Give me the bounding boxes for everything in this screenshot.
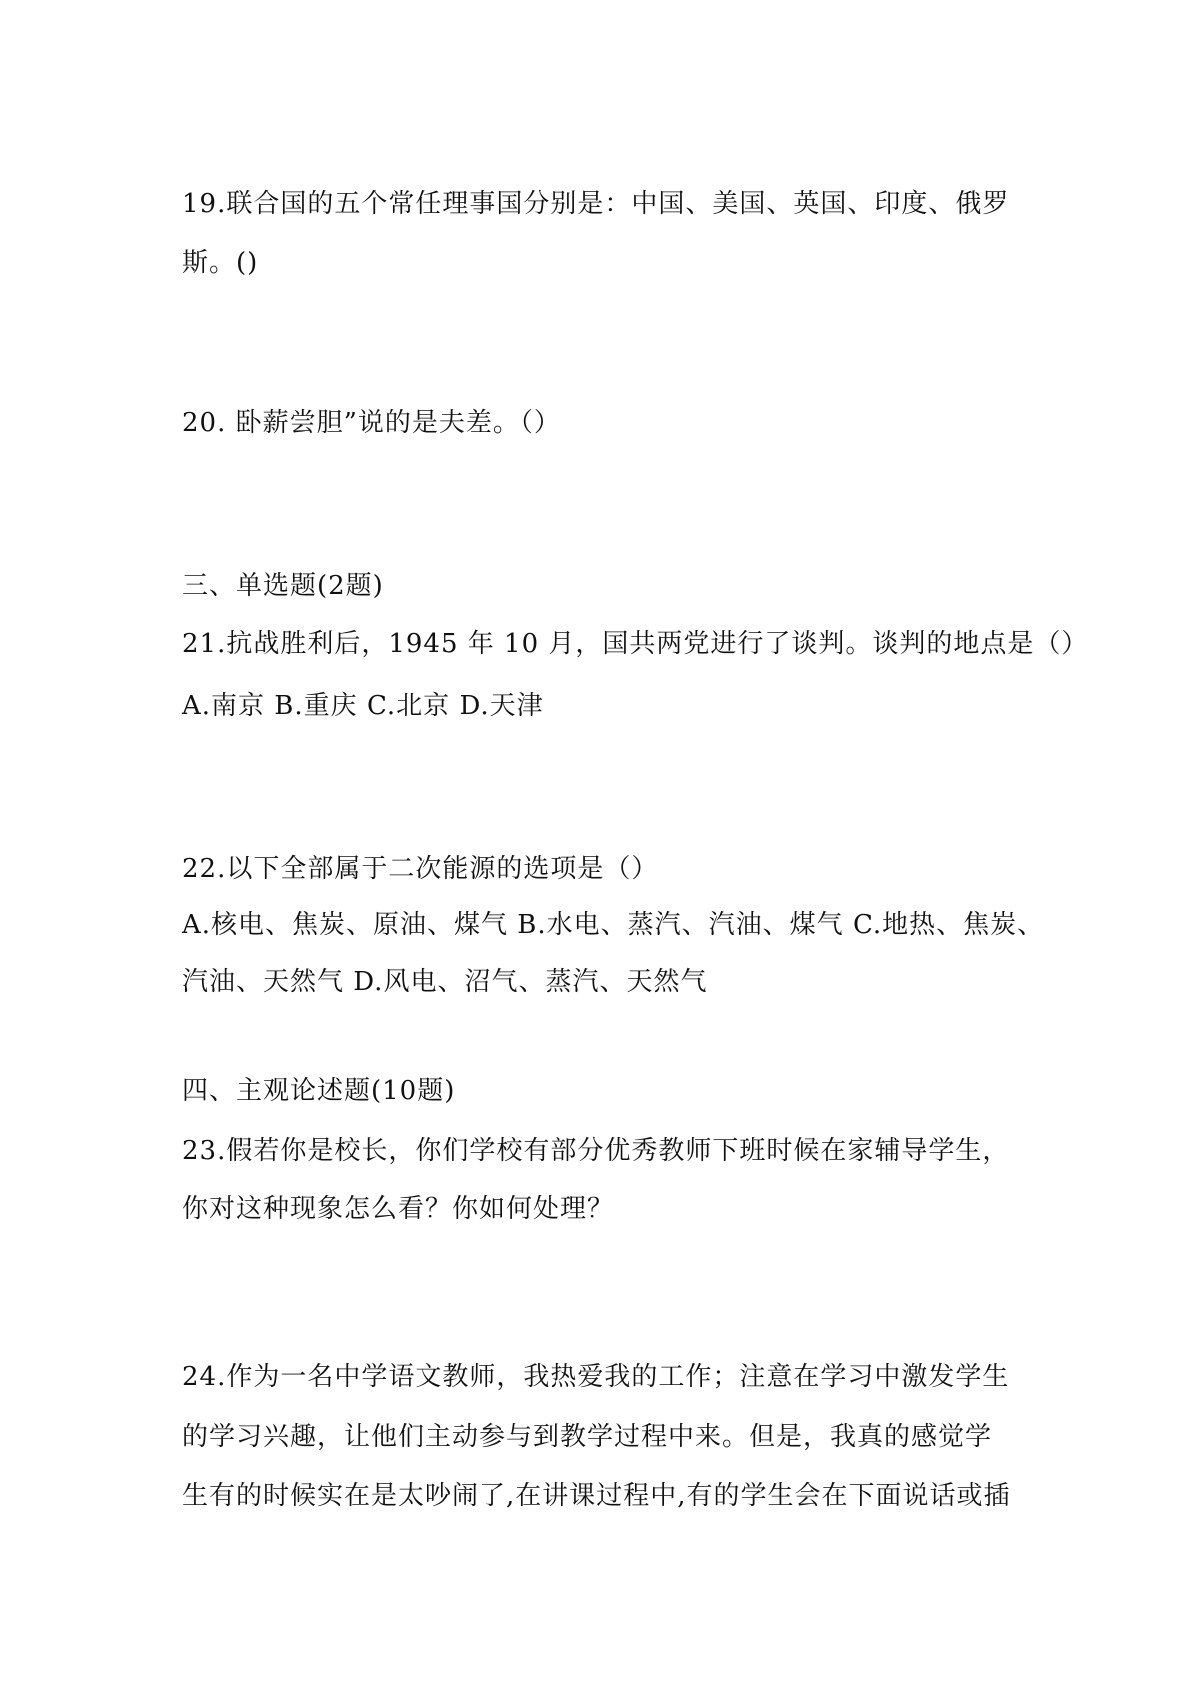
question-22-options-line-1: A.核电、焦炭、原油、煤气 B.水电、蒸汽、汽油、煤气 C.地热、焦炭、 [182, 910, 1045, 940]
section-heading-single-choice: 三、单选题(2题) [182, 571, 384, 601]
question-24-line-2: 的学习兴趣，让他们主动参与到教学过程中来。但是，我真的感觉学 [182, 1422, 993, 1452]
question-21-line-1: 21.抗战胜利后，1945 年 10 月，国共两党进行了谈判。谈判的地点是（） [182, 629, 1089, 659]
question-24-line-3: 生有的时候实在是太吵闹了,在讲课过程中,有的学生会在下面说话或插 [182, 1481, 1011, 1511]
question-22-line-1: 22.以下全部属于二次能源的选项是（） [182, 854, 659, 884]
question-19-line-1: 19.联合国的五个常任理事国分别是：中国、美国、英国、印度、俄罗 [182, 189, 1010, 219]
question-24-line-1: 24.作为一名中学语文教师，我热爱我的工作；注意在学习中激发学生 [182, 1362, 1010, 1392]
section-heading-essay: 四、主观论述题(10题) [182, 1076, 456, 1106]
question-19-line-2: 斯。() [182, 248, 259, 278]
question-21-options: A.南京 B.重庆 C.北京 D.天津 [182, 691, 544, 721]
question-23-line-2: 你对这种现象怎么看？你如何处理？ [182, 1194, 615, 1224]
question-22-options-line-2: 汽油、天然气 D.风电、沼气、蒸汽、天然气 [182, 967, 708, 997]
question-20-line-1: 20. 卧薪尝胆”说的是夫差。（） [182, 408, 561, 438]
question-23-line-1: 23.假若你是校长，你们学校有部分优秀教师下班时候在家辅导学生， [182, 1136, 1010, 1166]
